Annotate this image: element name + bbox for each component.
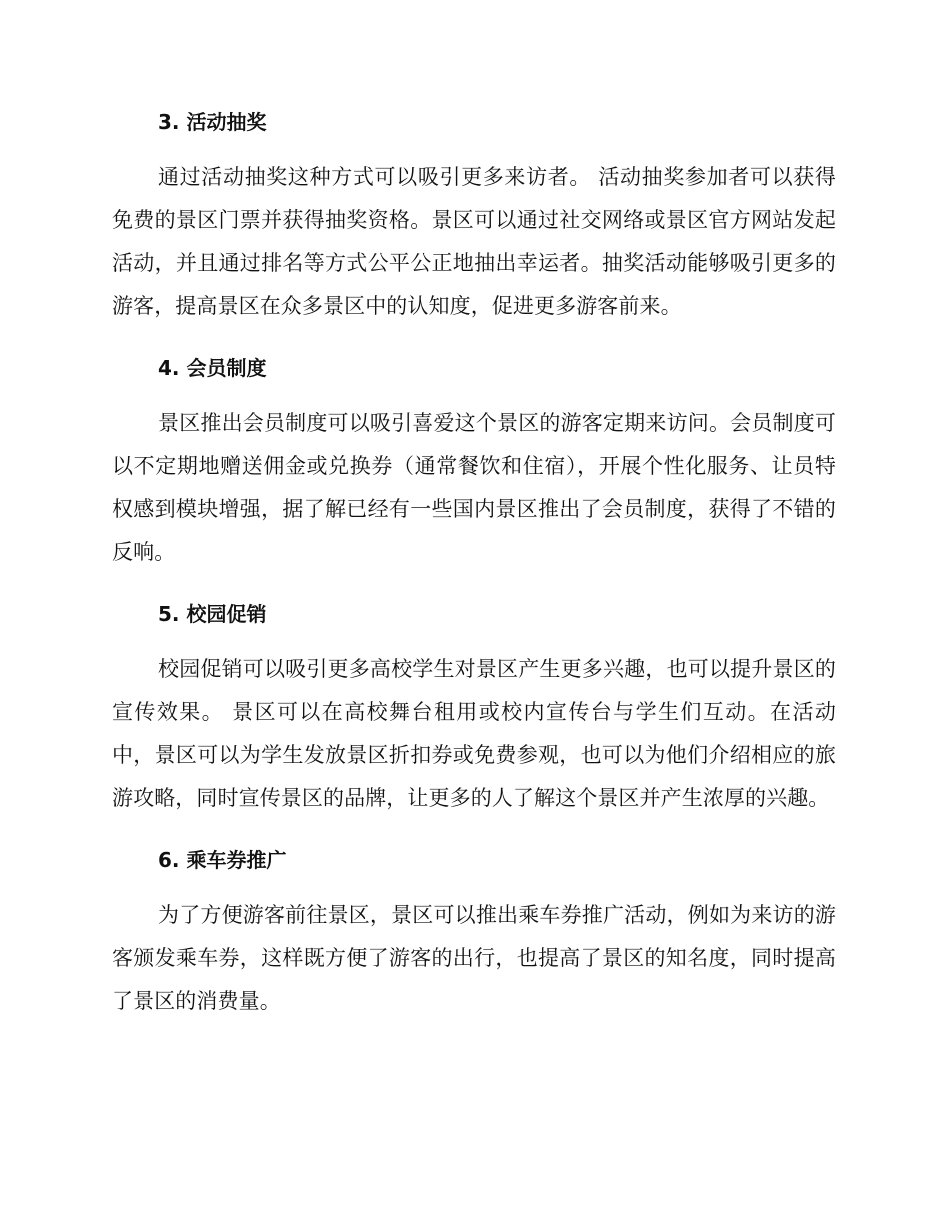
section-membership <box>112 354 836 574</box>
section-campus-promotion <box>112 600 836 820</box>
section-heading: 6. 乘车券推广 <box>158 848 287 872</box>
section-paragraph: 景区推出会员制度可以吸引喜爱这个景区的游客定期来访问。会员制度可以不定期地赠送佣金或兑换券（通常餐饮和住宿），开展个性化服务、让员特权感到模块增强，据了解已经有一些国内景区推出了会员制度，获得了不错的反响。 <box>112 411 836 564</box>
section-heading: 5. 校园促销 <box>158 602 267 626</box>
section-paragraph: 通过活动抽奖这种方式可以吸引更多来访者。 活动抽奖参加者可以获得免费的景区门票并获得抽奖资格。景区可以通过社交网络或景区官方网站发起活动，并且通过排名等方式公平公正地抽出幸运者。抽奖活动能够吸引更多的游客，提高景区在众多景区中的认知度，促进更多游客前来。 <box>112 165 836 318</box>
section-paragraph: 为了方便游客前往景区，景区可以推出乘车券推广活动，例如为来访的游客颁发乘车券，这样既方便了游客的出行，也提高了景区的知名度，同时提高了景区的消费量。 <box>112 903 836 1013</box>
section-heading: 3. 活动抽奖 <box>158 110 267 134</box>
section-heading: 4. 会员制度 <box>158 356 267 380</box>
section-paragraph: 校园促销可以吸引更多高校学生对景区产生更多兴趣，也可以提升景区的宣传效果。 景区可以在高校舞台租用或校内宣传台与学生们互动。在活动中，景区可以为学生发放景区折扣券或免费参观，也可以为他们介绍相应的旅游攻略，同时宣传景区的品牌，让更多的人了解这个景区并产生浓厚的兴趣。 <box>112 657 836 810</box>
section-bus-ticket-promotion <box>112 846 836 1023</box>
document-page <box>112 108 836 1049</box>
section-activity-lottery <box>112 108 836 328</box>
